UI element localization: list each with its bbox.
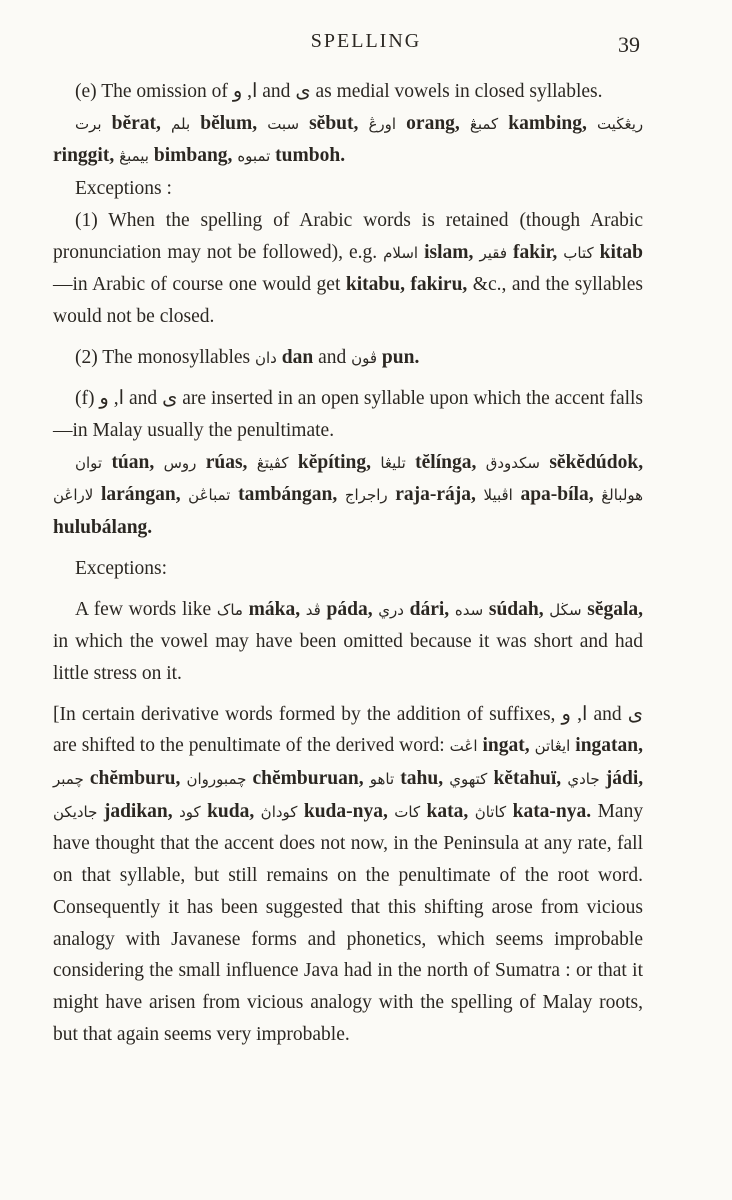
arabic-word: چمبر — [53, 770, 84, 789]
transliteration: pun. — [381, 346, 420, 368]
transliteration: sĕkĕdúdok, — [549, 451, 644, 473]
exception-1-text: (1) When the spelling of Arabic words is retained (though Arabic pronunciation may not be followed), e.g. — [53, 209, 643, 263]
f-exceptions — [53, 594, 643, 690]
arabic-word: کوداڽ — [260, 802, 298, 821]
transliteration: tahu, — [400, 768, 444, 790]
exception-2-text: (2) The monosyllables — [75, 346, 251, 368]
bracket-tail: Many have thought that the accent does not now, in the Peninsula at any rate, fall on that syllable, but still remains on the penultimate of the root word. Consequently it has been suggested that this shifting arose from vicious analogy with Javanese forms and phonetics, which seems improbable considering the small influence Java had in the north of Sumatra : or that it might have arisen from vicious analogy with the spelling of Malay roots, but that again seems very improbable. — [53, 800, 644, 1045]
transliteration: kuda, — [207, 800, 255, 822]
arabic-word: جادي — [567, 770, 600, 789]
section-e-label: (e) — [75, 81, 97, 102]
transliteration: súdah, — [488, 598, 544, 620]
arabic-word: دري — [378, 600, 404, 619]
conjunction: and — [318, 346, 347, 368]
transliteration: rúas, — [205, 451, 248, 473]
transliteration: apa-bíla, — [520, 484, 594, 506]
exception-1 — [53, 205, 643, 333]
transliteration: chĕmburuan, — [252, 768, 364, 790]
transliteration: kĕtahuï, — [493, 768, 562, 790]
page-header — [0, 28, 732, 58]
arabic-word: ايڠاتن — [534, 737, 571, 756]
page-body — [53, 76, 643, 1050]
arabic-word: روس — [163, 453, 197, 472]
transliteration: chĕmburu, — [89, 768, 181, 790]
arabic-word: اسلام — [383, 243, 419, 262]
exceptions-heading: Exceptions : — [75, 178, 172, 200]
transliteration: kata, — [426, 800, 469, 822]
transliteration: ringgit, — [53, 145, 115, 167]
arabic-word: تمبوه — [237, 147, 271, 166]
transliteration: ingat, — [482, 735, 530, 757]
section-f-text: ا, و and ى are inserted in an open syllable upon which the accent falls—in Malay usually the penultimate. — [53, 388, 644, 442]
transliteration: kĕpíting, — [297, 451, 372, 473]
arabic-word: برت — [75, 114, 102, 133]
arabic-word: کتاب — [563, 243, 594, 262]
arabic-word: سبت — [267, 114, 300, 133]
transliteration: jadikan, — [103, 800, 173, 822]
f-exceptions-text: A few words like — [75, 598, 212, 620]
transliteration: dári, — [409, 598, 450, 620]
transliteration: tĕlínga, — [415, 451, 477, 473]
transliteration: sĕgala, — [587, 598, 643, 620]
arabic-word: ڤد — [305, 600, 321, 619]
arabic-word: تمباڠن — [188, 486, 231, 505]
page-number: 39 — [618, 32, 640, 57]
arabic-word: سکدودق — [485, 453, 540, 472]
section-e-examples — [53, 108, 643, 173]
transliteration: sĕbut, — [309, 112, 359, 134]
arabic-word: دان — [255, 348, 277, 367]
arabic-word: ماک — [216, 600, 243, 619]
section-f-label: (f) — [75, 388, 95, 410]
arabic-word: جاديکن — [53, 802, 98, 821]
transliteration: kata-nya. — [512, 800, 592, 822]
transliteration: páda, — [326, 598, 373, 620]
exception-1-text: —in Arabic of course one would get — [53, 274, 341, 296]
arabic-word: چمبوروان — [186, 770, 247, 789]
arabic-word: کتهوي — [449, 770, 488, 789]
transliteration: ingatan, — [575, 735, 644, 757]
arabic-word: کات — [394, 802, 421, 821]
f-exceptions-text: in which the vowel may have been omitted because it was short and had little stress on it. — [53, 631, 643, 684]
transliteration: kitab — [599, 241, 644, 263]
arabic-word: تاهو — [369, 770, 395, 789]
transliteration: kambing, — [508, 112, 587, 134]
transliteration: túan, — [111, 451, 155, 473]
transliteration: larángan, — [100, 484, 181, 506]
transliteration: orang, — [406, 112, 460, 134]
transliteration: kuda-nya, — [303, 800, 388, 822]
transliteration: máka, — [248, 598, 301, 620]
transliteration: islam, — [424, 241, 474, 263]
arabic-word: تليڠا — [380, 453, 406, 472]
transliteration: raja-rája, — [395, 484, 476, 506]
section-e-intro — [53, 76, 643, 108]
section-f-examples — [53, 447, 643, 544]
arabic-word: اڤبيلا — [483, 486, 513, 505]
arabic-word: فقير — [479, 243, 507, 262]
transliteration: bimbang, — [153, 145, 233, 167]
transliteration: bĕlum, — [200, 112, 258, 134]
transliteration: jádi, — [605, 768, 644, 790]
transliteration: dan — [281, 346, 314, 368]
section-e-text: The omission of ا, و and ى as medial vowels in closed syllables. — [101, 81, 603, 102]
exception-1-text: &c., and the syllables would not be closed. — [53, 274, 644, 327]
arabic-word: کود — [179, 802, 201, 821]
arabic-word: اورڠ — [368, 114, 397, 133]
arabic-word: ريڠڬيت — [596, 114, 644, 133]
arabic-word: سڬل — [549, 600, 582, 619]
arabic-word: بلم — [171, 114, 191, 133]
transliteration: bĕrat, — [111, 112, 161, 134]
bold-forms: kitabu, fakiru, — [345, 274, 468, 296]
exception-2 — [53, 342, 643, 375]
section-f-intro — [53, 383, 643, 446]
transliteration: hulubálang. — [53, 517, 153, 539]
transliteration: tambángan, — [238, 484, 338, 506]
arabic-word: راجراج — [344, 486, 388, 505]
transliteration: fakir, — [513, 241, 558, 263]
arabic-word: کمبڠ — [469, 114, 499, 133]
arabic-word: کاتاڽ — [474, 802, 507, 821]
arabic-word: کڤيتڠ — [256, 453, 289, 472]
arabic-word: اڠت — [449, 737, 478, 756]
exceptions-heading: Exceptions: — [75, 557, 168, 579]
transliteration: tumboh. — [275, 145, 346, 167]
arabic-word: سده — [454, 600, 484, 619]
arabic-word: بيمبڠ — [119, 147, 149, 166]
bracket-lead: [In certain derivative words formed by the addition of suffixes, ا, و and ى are shifted to the penultimate of the derived word: — [53, 703, 644, 757]
arabic-word: لاراڠن — [53, 486, 94, 505]
arabic-word: ڤون — [351, 348, 378, 367]
bracket-paragraph — [53, 699, 643, 1051]
arabic-word: توان — [75, 453, 103, 472]
arabic-word: هولبالڠ — [601, 486, 644, 505]
running-head: SPELLING — [310, 30, 422, 52]
